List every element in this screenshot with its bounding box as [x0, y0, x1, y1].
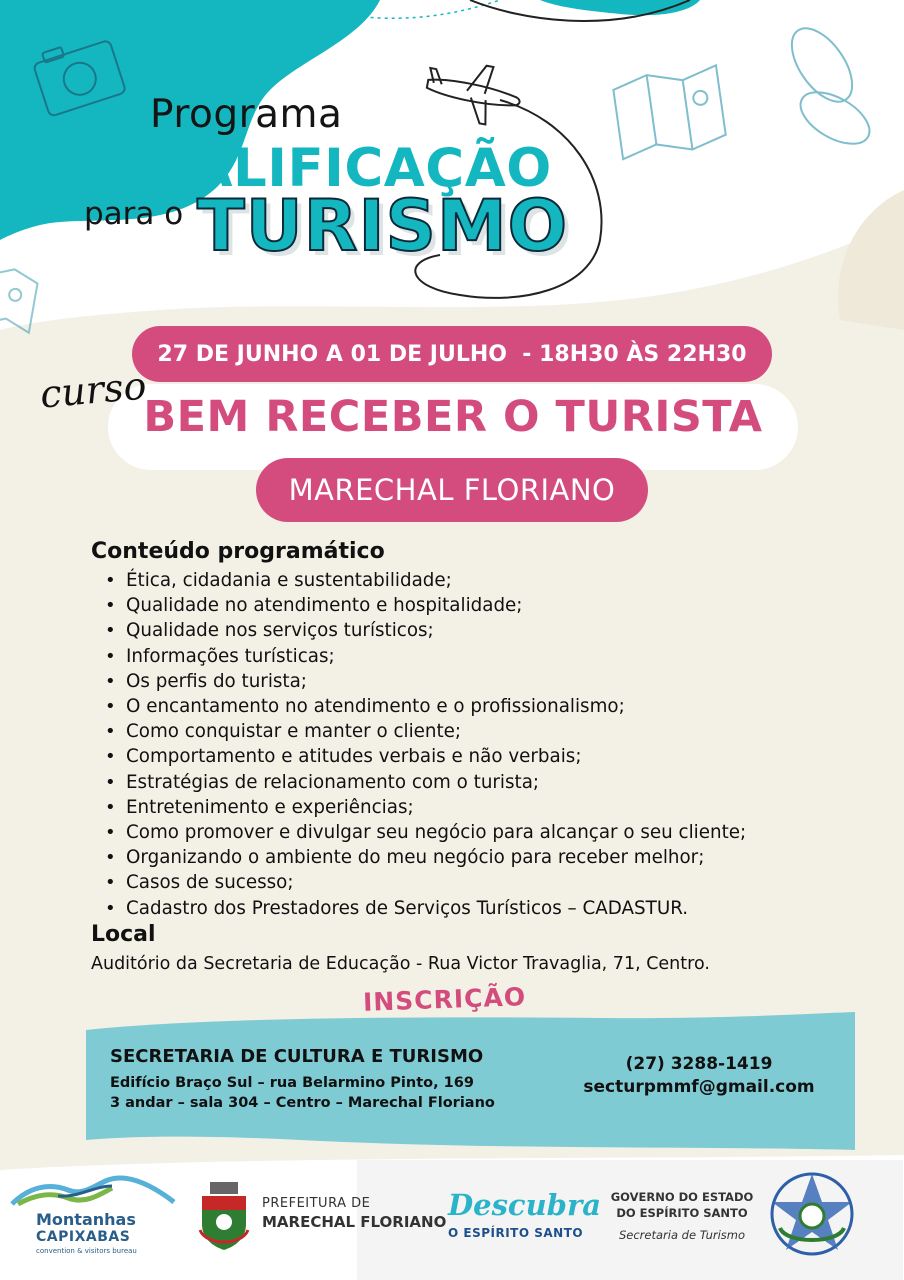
content-list	[102, 568, 892, 921]
registration-address-line1: Edifício Braço Sul – rua Belarmino Pinto, 169	[110, 1075, 474, 1091]
prefeitura-text-line2: MARECHAL FLORIANO	[262, 1213, 447, 1231]
list-item: • Os perfis do turista;	[102, 669, 892, 694]
registration-heading: INSCRIÇÃO	[362, 982, 527, 1017]
montanhas-text-line2: CAPIXABAS	[36, 1229, 131, 1245]
list-item: • Informações turísticas;	[102, 644, 892, 669]
local-address: Auditório da Secretaria de Educação - Rua Victor Travaglia, 71, Centro.	[91, 954, 710, 974]
prefeitura-coat-of-arms-icon	[196, 1180, 252, 1252]
list-item: • Entretenimento e experiências;	[102, 795, 892, 820]
governo-text-line1: GOVERNO DO ESTADO	[610, 1190, 754, 1204]
list-item: • Qualidade nos serviços turísticos;	[102, 618, 892, 643]
list-item: • O encantamento no atendimento e o profissionalismo;	[102, 694, 892, 719]
program-label: Programa	[150, 92, 343, 137]
program-title-qualificacao: QUALIFICAÇÃO	[104, 138, 552, 199]
montanhas-text-line1: Montanhas	[36, 1210, 136, 1229]
list-item: • Ética, cidadania e sustentabilidade;	[102, 568, 892, 593]
montanhas-text-line3: convention & visitors bureau	[36, 1247, 137, 1255]
course-label: curso	[38, 363, 149, 417]
descubra-logo-text: Descubra	[448, 1188, 602, 1222]
content-heading: Conteúdo programático	[91, 539, 385, 564]
list-item: • Como conquistar e manter o cliente;	[102, 719, 892, 744]
list-item: • Casos de sucesso;	[102, 870, 892, 895]
program-title-prefix: para o	[84, 196, 184, 232]
local-heading: Local	[91, 922, 156, 947]
registration-phone: (27) 3288-1419	[625, 1054, 773, 1074]
governo-text-line2: DO ESPÍRITO SANTO	[616, 1206, 748, 1220]
program-title-turismo: TURISMO	[197, 185, 569, 267]
course-title: BEM RECEBER O TURISTA	[143, 392, 763, 442]
prefeitura-text-line1: PREFEITURA DE	[262, 1196, 371, 1211]
registration-email: secturpmmf@gmail.com	[583, 1077, 815, 1097]
course-city-badge: MARECHAL FLORIANO	[256, 458, 648, 522]
list-item: • Como promover e divulgar seu negócio para alcançar o seu cliente;	[102, 820, 892, 845]
list-item: • Organizando o ambiente do meu negócio para receber melhor;	[102, 845, 892, 870]
list-item: • Comportamento e atitudes verbais e não verbais;	[102, 744, 892, 769]
list-item: • Qualidade no atendimento e hospitalidade;	[102, 593, 892, 618]
governo-text-line3: Secretaria de Turismo	[618, 1228, 746, 1242]
state-coat-of-arms-icon	[766, 1168, 858, 1260]
registration-org: SECRETARIA DE CULTURA E TURISMO	[110, 1046, 484, 1067]
course-dates-badge: 27 DE JUNHO A 01 DE JULHO - 18H30 ÀS 22H30	[132, 326, 772, 382]
list-item: • Estratégias de relacionamento com o turista;	[102, 770, 892, 795]
list-item: • Cadastro dos Prestadores de Serviços Turísticos – CADASTUR.	[102, 896, 892, 921]
registration-address-line2: 3 andar – sala 304 – Centro – Marechal Floriano	[110, 1095, 495, 1111]
descubra-logo-subtext: O ESPÍRITO SANTO	[448, 1226, 584, 1240]
